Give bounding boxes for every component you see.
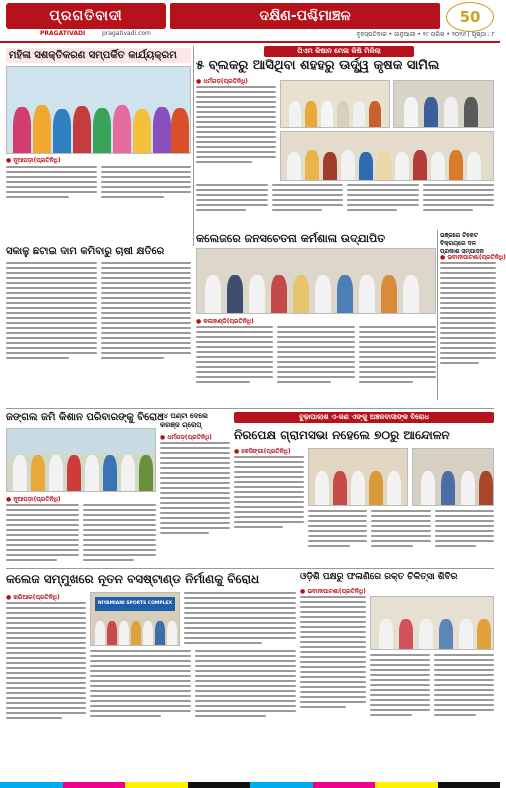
- body-hours: [160, 442, 230, 537]
- banner-farmers: ପିଏମ କିଷାନ ମେଳା କିଷି ମିଳିଲା: [264, 46, 414, 57]
- headline-workshop[interactable]: କଲେଜରେ ଜନସଚେତନା କର୍ମଶାଳା ଉଦ୍‌ଯାପିତ: [196, 232, 386, 245]
- photo-farmers-stage: [280, 80, 390, 128]
- photo-workshop: [196, 248, 436, 314]
- headline-farmers[interactable]: ୫ ବ୍ଲକରୁ ଆସିଥିବା ଶହହରୁ ଊର୍ଦ୍ଧ୍ୱ କୃଷକ ସାମିଲ: [196, 58, 440, 73]
- photo-gramsabha-crowd: [308, 448, 408, 506]
- body-workshop: [196, 326, 436, 386]
- headline-land[interactable]: ଜଙ୍ଗଲ ଜମି କିଶାନ ପରିବାରଙ୍କୁ ବିରୋଧ: [6, 412, 164, 423]
- byline-hours: ● ଧର୍ମଗଡ଼(ପ୍ରତିନିଧି): [160, 434, 212, 441]
- byline-health: ● ଭବାନୀପାଟଣା(ପ୍ରତିନିଧି): [300, 588, 366, 595]
- byline-women: ● ନୂଆପଡ଼ା(ପ୍ରତିନିଧି): [6, 157, 61, 164]
- anniversary-emblem-icon: 50: [446, 2, 494, 32]
- site-url[interactable]: pragativadi.com: [102, 30, 151, 37]
- photo-gramsabha-meeting: [412, 448, 494, 506]
- newspaper-logo[interactable]: ପ୍ରଗତିବାଦୀ: [6, 3, 166, 29]
- sports-complex-sign: NIYAMIANI SPORTS COMPLEX: [95, 597, 175, 611]
- photo-farmers-crowd: [280, 131, 494, 181]
- byline-gramsabha: ● କେସିଙ୍ଗା(ପ୍ରତିନିଧି): [234, 448, 291, 455]
- body-farmers-bottom: [196, 184, 494, 214]
- body-land: [6, 504, 156, 564]
- body-gramsabha: [234, 456, 304, 531]
- body-paddy: [6, 262, 191, 362]
- section-divider-2: [6, 568, 494, 569]
- column-rule-2: [437, 230, 438, 400]
- body-health-bottom: [370, 654, 494, 719]
- photo-women: [6, 66, 191, 154]
- byline-sidebar: ● ଭବାନୀପାଟଣା(ପ୍ରତିନିଧି): [440, 254, 506, 261]
- headline-sidebar[interactable]: ଭଞ୍ଜରେ ଟିକେଟ ବିକ୍ରୟରେ ଦଳ ପ୍ରକାଶ ସମ୍ପାଦନ: [440, 232, 484, 255]
- headline-women[interactable]: ମହିଳା ସଶକ୍ତିକରଣ ସମ୍ପର୍କିତ କାର୍ଯ୍ୟକ୍ରମ: [6, 48, 191, 63]
- headline-busstand[interactable]: କଲେଜ ସମ୍ମୁଖରେ ନୂତନ ବସଷ୍ଟାଣ୍ଡ ନିର୍ମାଣକୁ ବିରୋଧ: [6, 572, 260, 586]
- logo-subtitle: PRAGATIVADI: [40, 30, 86, 37]
- headline-health[interactable]: ଓଡ଼ିଶି ପକ୍ଷରୁ ଫଳାଣିରେ ରକ୍ତ ଚିକିତ୍ସା ଶିବିର: [300, 572, 458, 582]
- byline-workshop: ● କଳାହାଣ୍ଡି(ପ୍ରତିନିଧି): [196, 318, 254, 325]
- masthead-rule: [0, 41, 500, 43]
- photo-health: [370, 596, 494, 650]
- dateline: ବୃହସ୍ପତିବାର • ଜାନୁଆରୀ • ୨୯ ତାରିଖ • ୨୦୨୬ | ପୃଷ୍ଠା : ୮: [356, 31, 495, 38]
- headline-hours[interactable]: ୨୪ ଘଣ୍ଟା ଦେଲେ କରଞ୍ଜ ଗ୍ରେପ୍: [160, 412, 208, 429]
- photo-land: [6, 428, 156, 492]
- section-divider: [6, 408, 494, 409]
- headline-paddy[interactable]: ସକାଳୁ ଛଟାଇ ଦାମ କମିବାରୁ ଚାଷୀ କ୍ଷତିରେ: [6, 246, 165, 257]
- photo-farmers-dignitaries: [393, 80, 494, 128]
- byline-land: ● ନୂଆପଡ଼ା(ପ୍ରତିନିଧି): [6, 496, 61, 503]
- body-busstand-right: [90, 650, 296, 720]
- masthead: [0, 0, 500, 40]
- edition-title: ଦକ୍ଷିଣ-ପଶ୍ଚିମାଞ୍ଚଳ: [170, 3, 440, 29]
- body-busstand: [6, 602, 86, 722]
- byline-busstand: ● ଖରିଆର(ପ୍ରତିନିଧି): [6, 594, 60, 601]
- print-color-bar: [0, 782, 500, 788]
- body-women: [6, 166, 191, 201]
- byline-farmers: ● ଧର୍ମଗଡ଼(ପ୍ରତିନିଧି): [196, 78, 248, 85]
- body-farmers: [196, 86, 276, 166]
- body-sidebar: [440, 262, 496, 367]
- photo-busstand: [90, 592, 180, 646]
- headline-gramsabha[interactable]: ନିରପେକ୍ଷ ଗ୍ରାମସଭା ନହେଲେ ୭୦ରୁ ଆନ୍ଦୋଳନ: [234, 428, 450, 442]
- banner-gramsabha: ବୁଢ଼ାପାଲାଶ ଏ-ଜଣ ଏଙ୍କୁ ଅଞ୍ଚଳବାସୀଙ୍କ ବିରୋଧ: [234, 412, 494, 423]
- body-busstand-mid: [184, 592, 296, 647]
- body-health: [300, 596, 366, 711]
- body-gramsabha-bottom: [308, 510, 494, 550]
- column-rule: [193, 46, 194, 246]
